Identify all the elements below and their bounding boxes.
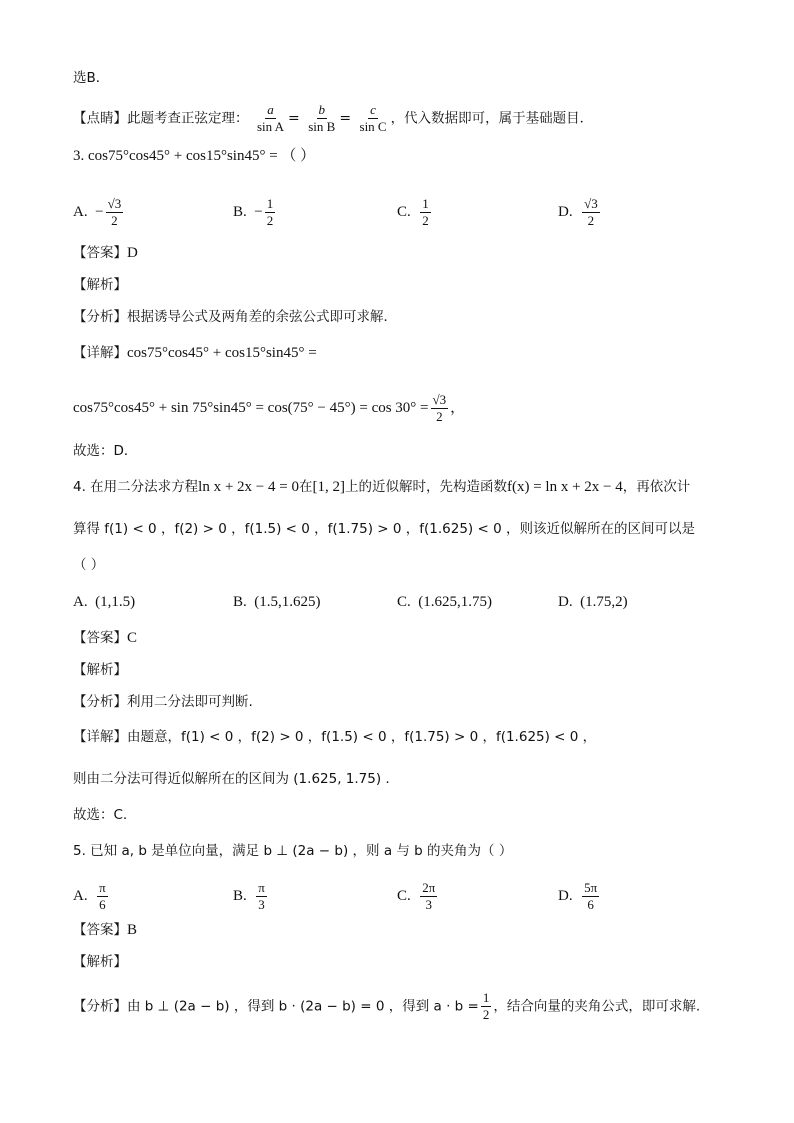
- q4-conclusion: 故选：C.: [73, 807, 128, 823]
- q4-answer: 【答案】C: [73, 630, 138, 646]
- q3-stem: 3. cos75°cos45° + cos15°sin45° = （ ）: [73, 148, 316, 164]
- q5-stem: 5. 已知 a, b 是单位向量，满足 b ⊥ (2a − b) ，则 a 与 b 的夹角为（ ）: [73, 843, 513, 859]
- q4-stem-line2: 算得 f(1) < 0 ，f(2) > 0 ，f(1.5) < 0 ，f(1.75) > 0 ，f(1.625) < 0 ，则该近似解所在的区间可以是: [73, 521, 695, 537]
- q3-detail-line2: cos75°cos45° + sin 75°sin45° = cos(75° − 45°) = cos 30° = $\frac{√3}{2}$ ，: [73, 392, 466, 424]
- comment-line: 【点睛】此题考查正弦定理： $\frac{a}{\text{sin A}}$ = $\frac{b}{\text{sin B}}$ = $\frac{c}{\text{sin C}}$ ，代入数据即可，属于基础题目．: [73, 102, 594, 134]
- q3-detail-line1: 【详解】cos75°cos45° + cos15°sin45° =: [73, 345, 317, 361]
- q4-detail2: 则由二分法可得近似解所在的区间为 (1.625, 1.75) .: [73, 771, 390, 787]
- q3-option-d: D. $\frac{√3}{2}$: [558, 196, 598, 228]
- q3-answer: 【答案】D: [73, 245, 138, 261]
- q3-option-b: B. − $\frac{1}{2}$: [233, 196, 274, 228]
- q3-option-a: A. − $\frac{√3}{2}$: [73, 196, 122, 228]
- q5-option-c: C. $\frac{2\pi}{3}$: [397, 880, 436, 912]
- q4-detail: 【详解】由题意，f(1) < 0 ，f(2) > 0 ，f(1.5) < 0 ，f(1.75) > 0 ，f(1.625) < 0 ，: [73, 729, 597, 745]
- q3-fenxi: 【分析】根据诱导公式及两角差的余弦公式即可求解．: [73, 309, 397, 325]
- q5-option-d: D. $\frac{5\pi}{6}$: [558, 880, 598, 912]
- q3-conclusion: 故选：D．: [73, 443, 138, 459]
- q5-answer: 【答案】B: [73, 922, 138, 938]
- fraction-b-sinB: $\frac{b}{\text{sin B}}$: [308, 102, 336, 134]
- q5-option-b: B. $\frac{\pi}{3}$: [233, 880, 265, 912]
- q4-fenxi: 【分析】利用二分法即可判断.: [73, 694, 253, 710]
- q3-analysis-tag: 【解析】: [73, 277, 127, 293]
- fraction-a-sinA: $\frac{a}{\text{sin A}}$: [256, 102, 285, 134]
- q4-option-a: A. (1,1.5): [73, 594, 136, 610]
- q5-analysis-tag: 【解析】: [73, 954, 127, 970]
- q4-option-d: D. (1.75,2): [558, 594, 628, 610]
- q4-option-b: B. (1.5,1.625): [233, 594, 321, 610]
- fraction-c-sinC: $\frac{c}{\text{sin C}}$: [359, 102, 387, 134]
- q5-fenxi: 【分析】由 b ⊥ (2a − b) ，得到 b · (2a − b) = 0 ，得到 a · b = $\frac{1}{2}$ ，结合向量的夹角公式，即可求解.: [73, 990, 701, 1022]
- q5-option-a: A. $\frac{\pi}{6}$: [73, 880, 106, 912]
- q3-option-c: C. $\frac{1}{2}$: [397, 196, 429, 228]
- q4-stem-line3: （ ）: [73, 557, 105, 573]
- q4-analysis-tag: 【解析】: [73, 662, 127, 678]
- choose-b-text: 选B．: [73, 70, 110, 86]
- q4-stem-line1: 4. 在用二分法求方程ln x + 2x − 4 = 0在[1, 2]上的近似解时，先构造函数f(x) = ln x + 2x − 4，再依次计: [73, 479, 691, 495]
- q4-option-c: C. (1.625,1.75): [397, 594, 493, 610]
